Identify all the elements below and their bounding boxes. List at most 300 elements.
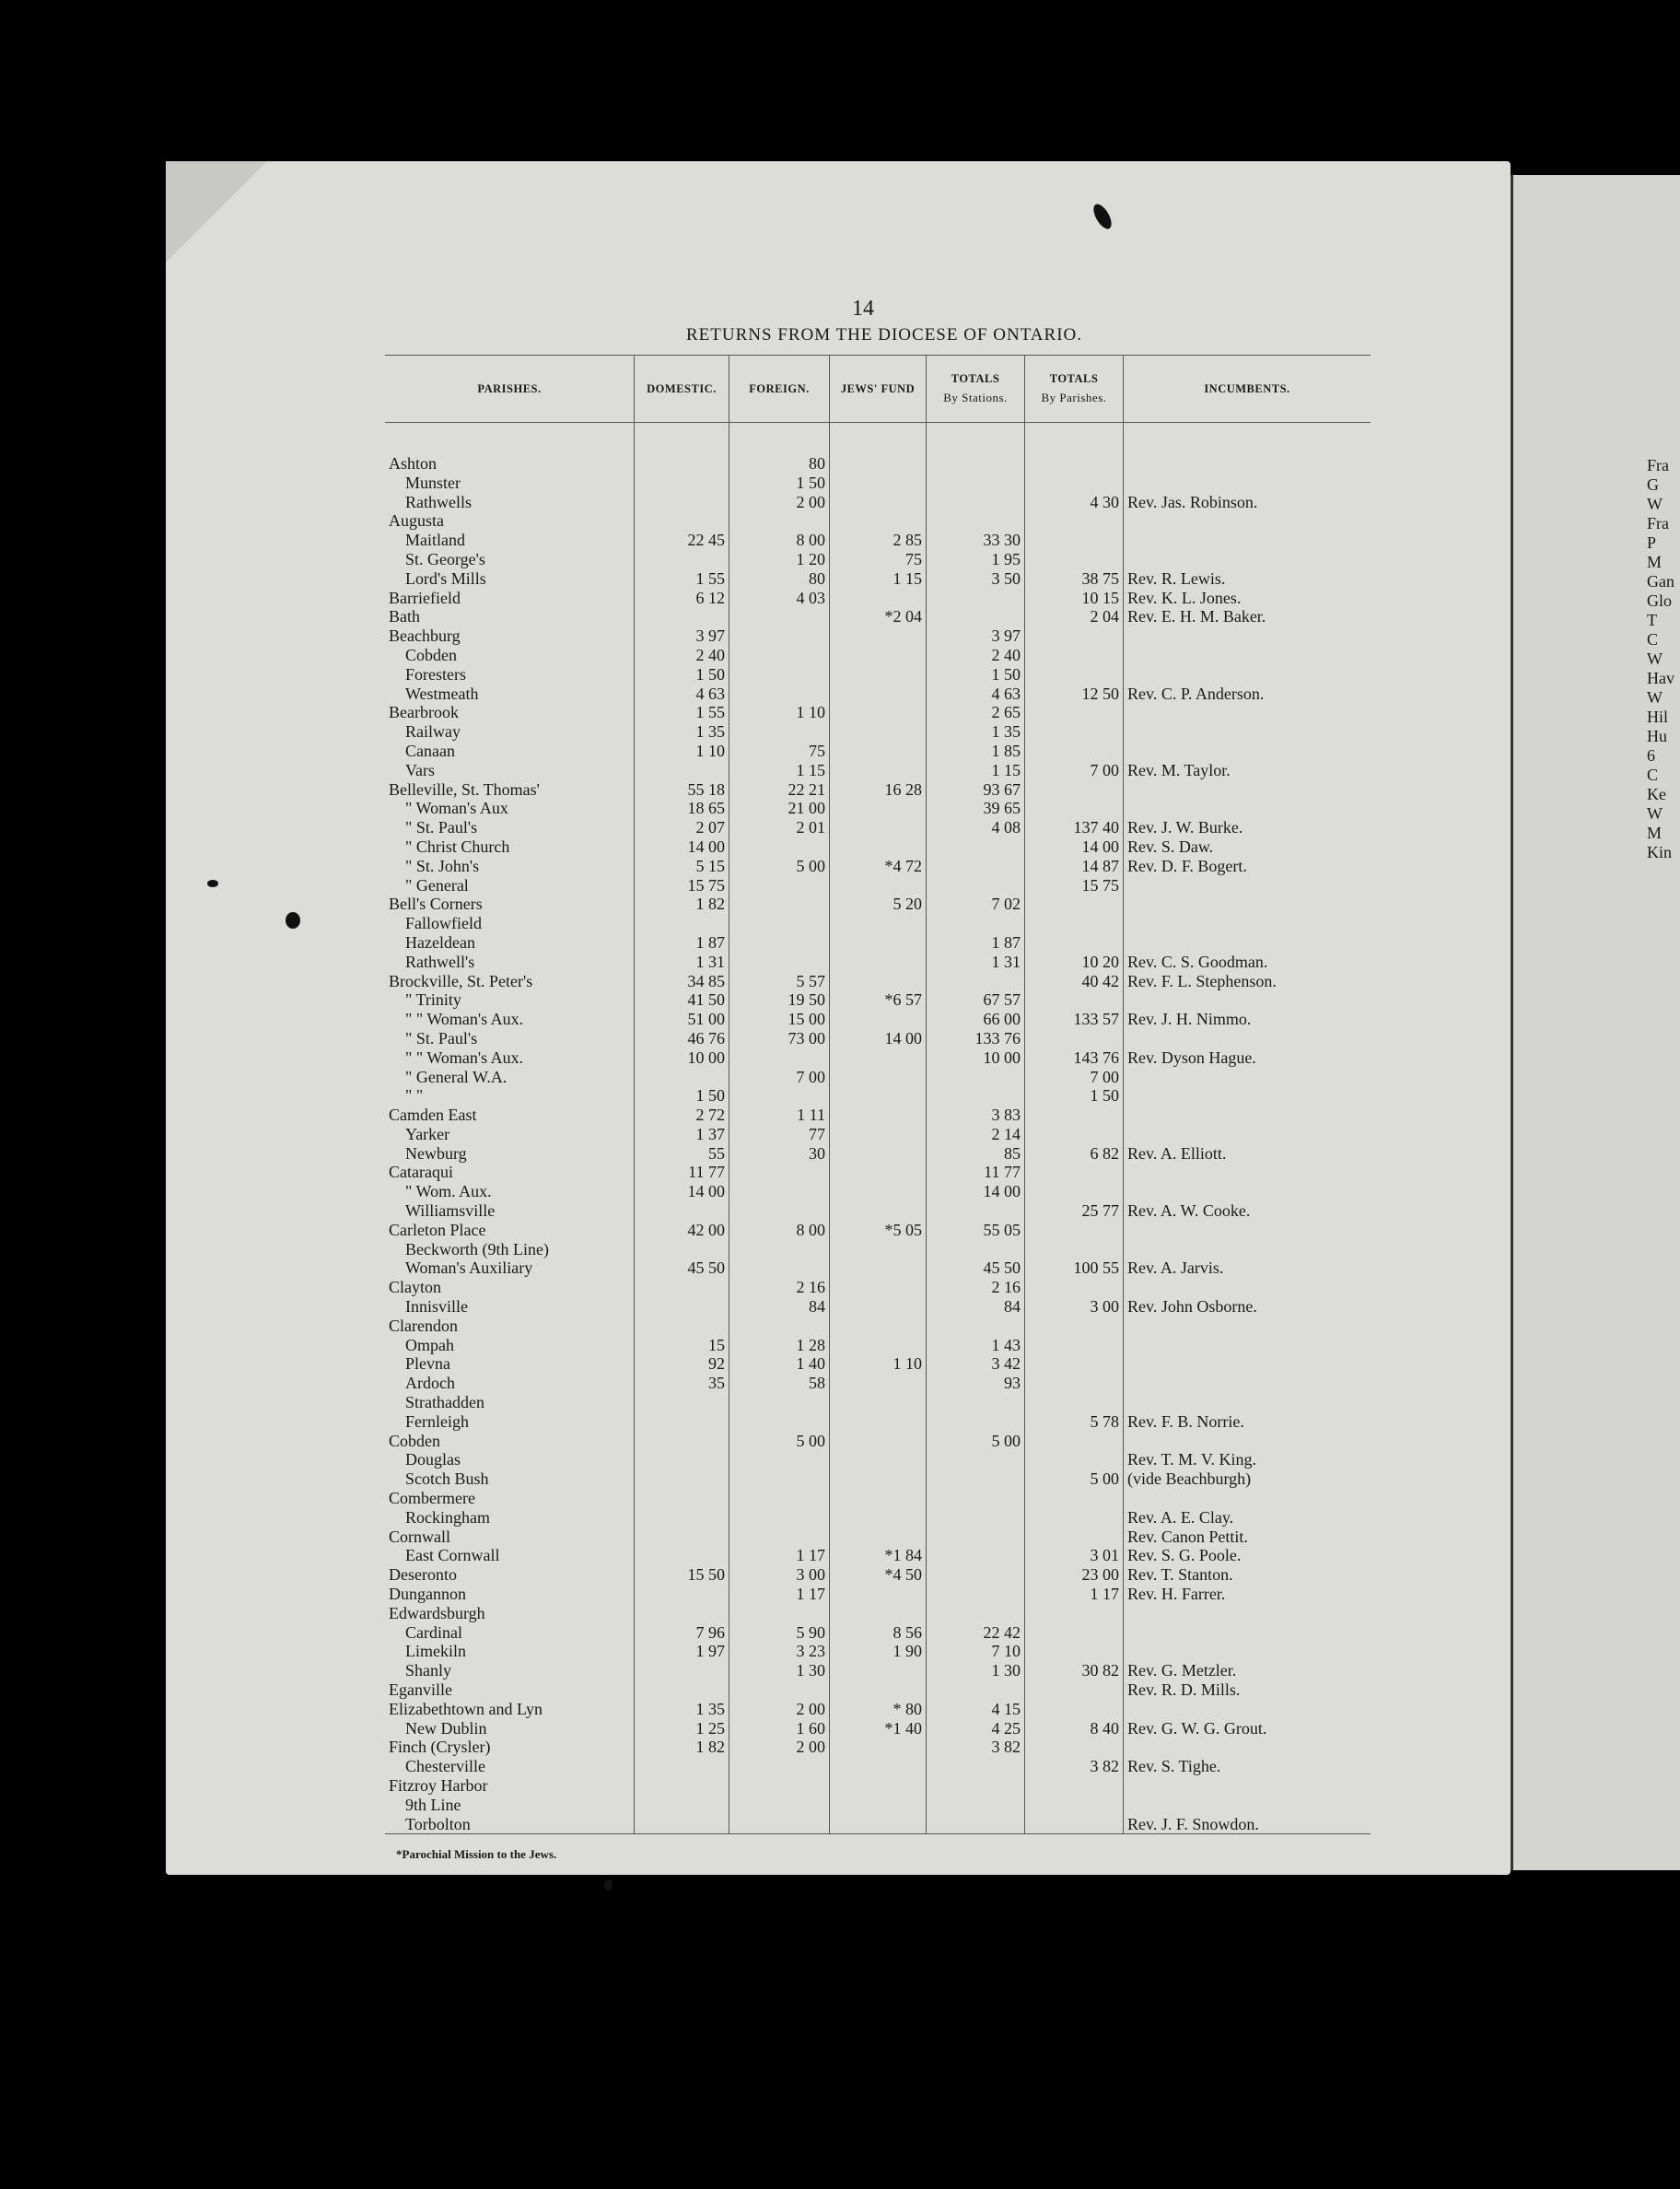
foreign-cell xyxy=(729,626,830,646)
foreign-cell: 77 xyxy=(729,1125,830,1144)
parishes-cell xyxy=(1025,1489,1124,1508)
incumbent-cell: Rev. A. Elliott. xyxy=(1127,1143,1227,1163)
incumbent-cell: Rev. F. L. Stephenson. xyxy=(1127,971,1277,990)
table-row xyxy=(385,1317,1371,1336)
incumbent-cell xyxy=(1124,665,1371,685)
parish-name: Bearbrook xyxy=(389,703,459,722)
foreign-cell xyxy=(729,1680,830,1700)
domestic-cell: 4 63 xyxy=(635,685,729,704)
stations-cell: 1 43 xyxy=(927,1336,1025,1355)
stations-cell xyxy=(927,454,1025,474)
incumbent-cell: Rev. Jas. Robinson. xyxy=(1127,492,1258,511)
stations-cell xyxy=(927,607,1025,626)
incumbent-cell xyxy=(1124,1374,1371,1393)
jews-cell: *1 40 xyxy=(830,1719,927,1738)
foreign-cell xyxy=(729,1469,830,1489)
stations-cell xyxy=(927,1393,1025,1412)
foreign-cell: 1 40 xyxy=(729,1354,830,1374)
foreign-cell: 1 30 xyxy=(729,1661,830,1680)
parishes-cell xyxy=(1025,1432,1124,1451)
jews-cell: *4 50 xyxy=(830,1565,927,1585)
stations-cell: 1 50 xyxy=(927,665,1025,685)
stations-cell xyxy=(927,1796,1025,1815)
incumbent-cell: Rev. R. Lewis. xyxy=(1127,568,1226,588)
stations-cell xyxy=(927,1528,1025,1547)
jews-cell xyxy=(830,1757,927,1776)
spacer-cell xyxy=(385,423,635,455)
stations-cell: 1 95 xyxy=(927,550,1025,569)
parishes-cell xyxy=(1025,1317,1124,1336)
parishes-cell xyxy=(1025,1106,1124,1125)
foreign-cell xyxy=(729,1776,830,1796)
incumbent-cell: Rev. G. Metzler. xyxy=(1127,1661,1237,1680)
adjacent-page-text: 6 xyxy=(1647,746,1655,765)
jews-cell: 1 10 xyxy=(830,1354,927,1374)
domestic-cell xyxy=(635,607,729,626)
parish-name: " St. John's xyxy=(405,856,480,875)
adjacent-page-text: Fra xyxy=(1647,514,1669,533)
domestic-cell: 3 97 xyxy=(635,626,729,646)
parish-name: New Dublin xyxy=(405,1718,487,1738)
incumbent-cell xyxy=(1124,1336,1371,1355)
stations-cell: 2 40 xyxy=(927,646,1025,665)
parishes-cell xyxy=(1025,1623,1124,1643)
parishes-cell: 4 30 xyxy=(1025,493,1124,512)
incumbent-cell: Rev. E. H. M. Baker. xyxy=(1127,607,1266,626)
parishes-cell: 12 50 xyxy=(1025,685,1124,704)
spacer-row xyxy=(385,423,1371,455)
domestic-cell xyxy=(635,761,729,780)
header-totals-stations-sub: By Stations. xyxy=(943,391,1008,404)
parish-name: Finch (Crysler) xyxy=(389,1738,491,1757)
parishes-cell: 25 77 xyxy=(1025,1201,1124,1221)
spacer-cell xyxy=(927,423,1025,455)
parish-name: Innisville xyxy=(405,1297,468,1317)
parish-name: Williamsville xyxy=(405,1201,496,1221)
stations-cell: 3 50 xyxy=(927,569,1025,589)
parishes-cell xyxy=(1025,474,1124,493)
stations-cell xyxy=(927,1412,1025,1432)
parishes-cell: 7 00 xyxy=(1025,1068,1124,1087)
parish-name: St. George's xyxy=(405,549,485,568)
foreign-cell xyxy=(729,1201,830,1221)
header-totals-stations xyxy=(927,356,1025,423)
table-row xyxy=(385,589,1371,608)
stations-cell xyxy=(927,914,1025,933)
domestic-cell xyxy=(635,1450,729,1469)
jews-cell xyxy=(830,1604,927,1623)
jews-cell xyxy=(830,1048,927,1068)
parishes-cell xyxy=(1025,1393,1124,1412)
table-row xyxy=(385,1450,1371,1469)
foreign-cell: 3 00 xyxy=(729,1565,830,1585)
parishes-cell xyxy=(1025,1354,1124,1374)
jews-cell xyxy=(830,626,927,646)
domestic-cell xyxy=(635,1278,729,1297)
table-row xyxy=(385,1432,1371,1451)
folded-corner xyxy=(166,161,267,263)
stations-cell: 3 97 xyxy=(927,626,1025,646)
incumbent-cell xyxy=(1124,531,1371,550)
foreign-cell: 1 50 xyxy=(729,474,830,493)
parish-name: " " Woman's Aux. xyxy=(405,1010,524,1029)
domestic-cell xyxy=(635,1661,729,1680)
jews-cell xyxy=(830,589,927,608)
table-row xyxy=(385,1680,1371,1700)
jews-cell xyxy=(830,1776,927,1796)
stations-cell xyxy=(927,1815,1025,1834)
foreign-cell xyxy=(729,722,830,742)
foreign-cell: 1 28 xyxy=(729,1336,830,1355)
incumbent-cell xyxy=(1124,914,1371,933)
stations-cell: 22 42 xyxy=(927,1623,1025,1643)
stations-cell: 7 02 xyxy=(927,895,1025,914)
incumbent-cell: Rev. S. G. Poole. xyxy=(1127,1546,1242,1565)
domestic-cell xyxy=(635,1546,729,1565)
adjacent-page-text: C xyxy=(1647,766,1659,784)
table-row xyxy=(385,550,1371,569)
header-row xyxy=(385,356,1371,423)
foreign-cell xyxy=(729,876,830,896)
stations-cell xyxy=(927,972,1025,991)
incumbent-cell: Rev. S. Tighe. xyxy=(1127,1757,1221,1776)
domestic-cell xyxy=(635,1815,729,1834)
domestic-cell xyxy=(635,511,729,531)
table-row xyxy=(385,914,1371,933)
table-row xyxy=(385,1297,1371,1317)
header-parishes: PARISHES. xyxy=(385,356,635,423)
incumbent-cell xyxy=(1124,1106,1371,1125)
jews-cell xyxy=(830,1068,927,1087)
parish-name: Plevna xyxy=(405,1354,450,1374)
parish-name: Fitzroy Harbor xyxy=(389,1775,488,1795)
domestic-cell: 92 xyxy=(635,1354,729,1374)
domestic-cell: 1 82 xyxy=(635,895,729,914)
incumbent-cell xyxy=(1124,933,1371,953)
domestic-cell: 18 65 xyxy=(635,799,729,818)
foreign-cell: 2 16 xyxy=(729,1278,830,1297)
parishes-cell xyxy=(1025,1508,1124,1528)
parishes-cell xyxy=(1025,1163,1124,1182)
domestic-cell xyxy=(635,1680,729,1700)
parish-name: Bell's Corners xyxy=(389,895,483,914)
stations-cell xyxy=(927,1469,1025,1489)
stations-cell xyxy=(927,1680,1025,1700)
foreign-cell xyxy=(729,685,830,704)
incumbent-cell xyxy=(1124,1354,1371,1374)
table-row xyxy=(385,703,1371,722)
domestic-cell: 34 85 xyxy=(635,972,729,991)
incumbent-cell: Rev. T. Stanton. xyxy=(1127,1565,1233,1585)
incumbent-cell xyxy=(1124,1796,1371,1815)
parishes-cell xyxy=(1025,780,1124,800)
foreign-cell: 19 50 xyxy=(729,990,830,1010)
stations-cell: 66 00 xyxy=(927,1010,1025,1029)
foreign-cell xyxy=(729,914,830,933)
incumbent-cell: Rev. S. Daw. xyxy=(1127,837,1214,856)
stations-cell: 4 25 xyxy=(927,1719,1025,1738)
domestic-cell: 11 77 xyxy=(635,1163,729,1182)
jews-cell: 16 28 xyxy=(830,780,927,800)
parishes-cell xyxy=(1025,722,1124,742)
jews-cell: *5 05 xyxy=(830,1221,927,1240)
foreign-cell: 1 60 xyxy=(729,1719,830,1738)
parish-name: " General W.A. xyxy=(405,1067,508,1086)
incumbent-cell: Rev. A. E. Clay. xyxy=(1127,1507,1234,1527)
foreign-cell xyxy=(729,1508,830,1528)
table-row xyxy=(385,1815,1371,1834)
domestic-cell xyxy=(635,1757,729,1776)
stations-cell xyxy=(927,837,1025,857)
parish-name: " Woman's Aux xyxy=(405,799,508,818)
jews-cell xyxy=(830,1240,927,1259)
table-row xyxy=(385,1585,1371,1604)
parishes-cell: 8 40 xyxy=(1025,1719,1124,1738)
parishes-cell: 5 00 xyxy=(1025,1469,1124,1489)
domestic-cell: 1 55 xyxy=(635,569,729,589)
incumbent-cell xyxy=(1124,876,1371,896)
incumbent-cell xyxy=(1124,626,1371,646)
page-number: 14 xyxy=(852,297,874,321)
foreign-cell xyxy=(729,1528,830,1547)
stations-cell: 45 50 xyxy=(927,1258,1025,1278)
foreign-cell xyxy=(729,1163,830,1182)
parish-name: Clarendon xyxy=(389,1316,458,1335)
domestic-cell: 14 00 xyxy=(635,837,729,857)
jews-cell xyxy=(830,742,927,761)
incumbent-cell xyxy=(1124,454,1371,474)
domestic-cell: 1 35 xyxy=(635,1700,729,1719)
parish-name: " Wom. Aux. xyxy=(405,1182,492,1201)
stations-cell xyxy=(927,1508,1025,1528)
table-row xyxy=(385,1757,1371,1776)
parishes-cell: 10 20 xyxy=(1025,953,1124,972)
domestic-cell: 2 07 xyxy=(635,818,729,837)
stations-cell: 133 76 xyxy=(927,1029,1025,1048)
stations-cell: 2 14 xyxy=(927,1125,1025,1144)
foreign-cell xyxy=(729,1757,830,1776)
stations-cell xyxy=(927,1757,1025,1776)
table-row xyxy=(385,1201,1371,1221)
adjacent-page-text: Fra xyxy=(1647,456,1669,474)
jews-cell: * 80 xyxy=(830,1700,927,1719)
parish-name: " " Woman's Aux. xyxy=(405,1048,524,1067)
parishes-cell xyxy=(1025,511,1124,531)
table-row xyxy=(385,799,1371,818)
table-row xyxy=(385,818,1371,837)
header-domestic: DOMESTIC. xyxy=(635,356,729,423)
stations-cell: 5 00 xyxy=(927,1432,1025,1451)
foreign-cell: 5 90 xyxy=(729,1623,830,1643)
jews-cell xyxy=(830,1432,927,1451)
domestic-cell xyxy=(635,1796,729,1815)
adjacent-page-text: W xyxy=(1647,688,1662,707)
table-row xyxy=(385,607,1371,626)
domestic-cell: 1 87 xyxy=(635,933,729,953)
incumbent-cell: Rev. John Osborne. xyxy=(1127,1297,1257,1317)
domestic-cell xyxy=(635,1528,729,1547)
stations-cell xyxy=(927,1489,1025,1508)
foreign-cell: 2 01 xyxy=(729,818,830,837)
table-row xyxy=(385,1489,1371,1508)
incumbent-cell: Rev. A. Jarvis. xyxy=(1127,1258,1224,1278)
table-row xyxy=(385,1623,1371,1643)
parishes-cell xyxy=(1025,1642,1124,1661)
parish-name: Chesterville xyxy=(405,1757,485,1776)
jews-cell: 1 90 xyxy=(830,1642,927,1661)
stations-cell xyxy=(927,857,1025,876)
incumbent-cell xyxy=(1124,1393,1371,1412)
parishes-cell xyxy=(1025,933,1124,953)
stations-cell: 14 00 xyxy=(927,1182,1025,1201)
foreign-cell xyxy=(729,1796,830,1815)
parishes-cell xyxy=(1025,990,1124,1010)
incumbent-cell xyxy=(1124,1125,1371,1144)
table-row xyxy=(385,1144,1371,1164)
incumbent-cell: Rev. J. H. Nimmo. xyxy=(1127,1010,1252,1029)
jews-cell xyxy=(830,1489,927,1508)
table-row xyxy=(385,1393,1371,1412)
foreign-cell xyxy=(729,1086,830,1106)
stations-cell: 1 15 xyxy=(927,761,1025,780)
parishes-cell xyxy=(1025,1221,1124,1240)
parish-name: Cobden xyxy=(405,645,457,664)
domestic-cell: 1 55 xyxy=(635,703,729,722)
foreign-cell xyxy=(729,665,830,685)
incumbent-cell: Rev. Canon Pettit. xyxy=(1127,1527,1248,1546)
parishes-cell: 6 82 xyxy=(1025,1144,1124,1164)
header-incumbents: INCUMBENTS. xyxy=(1124,356,1371,423)
domestic-cell xyxy=(635,1317,729,1336)
parish-name: Lord's Mills xyxy=(405,568,486,588)
domestic-cell: 10 00 xyxy=(635,1048,729,1068)
incumbent-cell xyxy=(1124,646,1371,665)
domestic-cell xyxy=(635,1585,729,1604)
table-row xyxy=(385,990,1371,1010)
parishes-cell xyxy=(1025,1182,1124,1201)
stations-cell xyxy=(927,1546,1025,1565)
domestic-cell: 51 00 xyxy=(635,1010,729,1029)
parish-name: Fernleigh xyxy=(405,1411,469,1431)
parish-name: Fallowfield xyxy=(405,914,482,933)
table-row xyxy=(385,1546,1371,1565)
jews-cell xyxy=(830,953,927,972)
page-title: RETURNS FROM THE DIOCESE OF ONTARIO. xyxy=(686,325,1082,345)
table-row xyxy=(385,1719,1371,1738)
domestic-cell: 2 72 xyxy=(635,1106,729,1125)
stations-cell: 84 xyxy=(927,1297,1025,1317)
foreign-cell: 2 00 xyxy=(729,1738,830,1757)
domestic-cell xyxy=(635,550,729,569)
parish-name: Clayton xyxy=(389,1278,441,1297)
table-row xyxy=(385,665,1371,685)
parish-name: " St. Paul's xyxy=(405,818,478,837)
domestic-cell xyxy=(635,1489,729,1508)
foreign-cell xyxy=(729,1412,830,1432)
parishes-cell xyxy=(1025,1700,1124,1719)
jews-cell xyxy=(830,1450,927,1469)
parishes-cell: 30 82 xyxy=(1025,1661,1124,1680)
domestic-cell xyxy=(635,1604,729,1623)
domestic-cell: 1 97 xyxy=(635,1642,729,1661)
parish-name: Bath xyxy=(389,607,420,626)
jews-cell xyxy=(830,1661,927,1680)
table-row xyxy=(385,493,1371,512)
foreign-cell: 5 57 xyxy=(729,972,830,991)
jews-cell xyxy=(830,493,927,512)
stations-cell: 3 83 xyxy=(927,1106,1025,1125)
parishes-cell xyxy=(1025,1528,1124,1547)
foreign-cell xyxy=(729,1240,830,1259)
jews-cell xyxy=(830,1815,927,1834)
stations-cell xyxy=(927,1565,1025,1585)
incumbent-cell xyxy=(1124,511,1371,531)
table-row xyxy=(385,1374,1371,1393)
jews-cell xyxy=(830,761,927,780)
parishes-cell: 1 50 xyxy=(1025,1086,1124,1106)
foreign-cell: 2 00 xyxy=(729,493,830,512)
stations-cell: 10 00 xyxy=(927,1048,1025,1068)
foreign-cell xyxy=(729,895,830,914)
spacer-cell xyxy=(1124,423,1371,455)
spacer-cell xyxy=(1025,423,1124,455)
foreign-cell xyxy=(729,837,830,857)
domestic-cell xyxy=(635,1508,729,1528)
domestic-cell: 15 xyxy=(635,1336,729,1355)
incumbent-cell xyxy=(1124,1029,1371,1048)
adjacent-page-text: Ke xyxy=(1647,785,1666,803)
incumbent-cell xyxy=(1124,895,1371,914)
incumbent-cell xyxy=(1124,1738,1371,1757)
table-row xyxy=(385,1354,1371,1374)
domestic-cell: 55 xyxy=(635,1144,729,1164)
domestic-cell: 46 76 xyxy=(635,1029,729,1048)
parish-name: Newburg xyxy=(405,1143,467,1163)
adjacent-page-text: M xyxy=(1647,824,1662,842)
jews-cell xyxy=(830,1412,927,1432)
jews-cell xyxy=(830,722,927,742)
incumbent-cell xyxy=(1124,1432,1371,1451)
incumbent-cell xyxy=(1124,722,1371,742)
parishes-cell: 3 82 xyxy=(1025,1757,1124,1776)
domestic-cell: 14 00 xyxy=(635,1182,729,1201)
table-body xyxy=(385,423,1371,1834)
table-row xyxy=(385,837,1371,857)
jews-cell xyxy=(830,1125,927,1144)
incumbent-cell xyxy=(1124,780,1371,800)
stations-cell xyxy=(927,493,1025,512)
stations-cell: 1 31 xyxy=(927,953,1025,972)
parishes-cell xyxy=(1025,550,1124,569)
adjacent-page-text: Kin xyxy=(1647,843,1672,861)
incumbent-cell xyxy=(1124,1604,1371,1623)
incumbent-cell xyxy=(1124,1317,1371,1336)
stations-cell: 67 57 xyxy=(927,990,1025,1010)
incumbent-cell xyxy=(1124,474,1371,493)
parish-name: Railway xyxy=(405,722,461,742)
jews-cell xyxy=(830,1508,927,1528)
jews-cell: *4 72 xyxy=(830,857,927,876)
table-row xyxy=(385,511,1371,531)
table-row xyxy=(385,1604,1371,1623)
parish-name: Foresters xyxy=(405,664,466,684)
parishes-cell xyxy=(1025,1278,1124,1297)
foreign-cell: 22 21 xyxy=(729,780,830,800)
adjacent-page-text: P xyxy=(1647,533,1657,552)
foreign-cell: 80 xyxy=(729,569,830,589)
ink-stain xyxy=(286,912,300,929)
domestic-cell: 1 31 xyxy=(635,953,729,972)
